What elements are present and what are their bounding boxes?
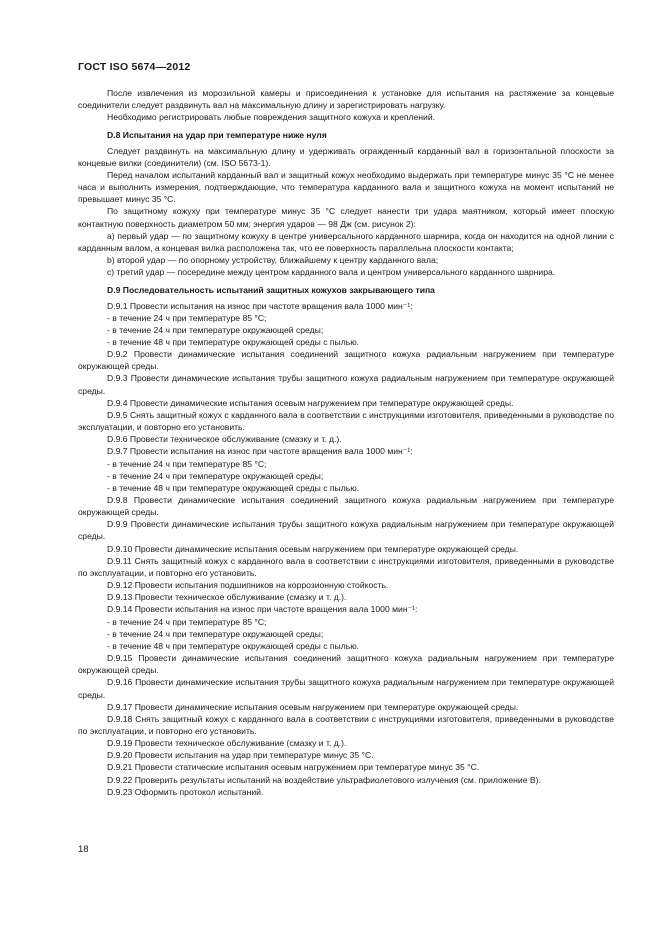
paragraph: Перед началом испытаний карданный вал и защитный кожух необходимо выдержать при температуре минус 35 °C не менее часа и выполнить измерения, подтверждающие, что температура карданного вала и защитного кожуха на момент испытаний не превышает минус 35 °C. bbox=[78, 169, 614, 205]
list-item: - в течение 48 ч при температуре окружающей среды с пылью. bbox=[107, 640, 360, 651]
page-number: 18 bbox=[78, 844, 89, 855]
list-item: - в течение 24 ч при температуре 85 °C; bbox=[107, 616, 267, 627]
paragraph: По защитному кожуху при температуре минус 35 °C следует нанести три удара маятником, который имеет плоскую контактную поверхность диаметром 50 мм; энергия ударов — 98 Дж (см. рисунок 2): bbox=[78, 206, 614, 229]
list-item: - в течение 48 ч при температуре окружающей среды с пылью. bbox=[107, 482, 360, 493]
list-item: - в течение 48 ч при температуре окружающей среды с пылью. bbox=[107, 336, 360, 347]
paragraph: D.9.17 Провести динамические испытания осевым нагружением при температуре окружающей среды. bbox=[107, 701, 519, 712]
paragraph: D.9.1 Провести испытания на износ при частоте вращения вала 1000 мин⁻¹: bbox=[107, 300, 413, 311]
paragraph: D.9.3 Провести динамические испытания трубы защитного кожуха радиальным нагружением при температуре окружающей среды. bbox=[78, 373, 614, 396]
paragraph: D.9.6 Провести техническое обслуживание (смазку и т. д.). bbox=[107, 434, 342, 445]
paragraph: a) первый удар — по защитному кожуху в центре универсального карданного шарнира, когда он находится на одной линии с карданным валом, а концевая вилка расположена так, что ее поверхность параллельна плоскости контакта; bbox=[78, 230, 614, 253]
section-heading: D.8 Испытания на удар при температуре ниже нуля bbox=[107, 130, 327, 141]
paragraph: Следует раздвинуть на максимальную длину и удерживать огражденный карданный вал в горизонтальной плоскости за концевые вилки (соединители) (см. ISO 5673-1). bbox=[78, 145, 614, 168]
paragraph: D.9.8 Провести динамические испытания соединений защитного кожуха радиальным нагружением при температуре окружающей среды. bbox=[78, 495, 614, 518]
paragraph: c) третий удар — посередине между центром карданного вала и центром универсального карданного шарнира. bbox=[107, 267, 556, 278]
paragraph: D.9.5 Снять защитный кожух с карданного вала в соответствии с инструкциями изготовителя, приведенными в руководстве по эксплуатации, и повторно его установить. bbox=[78, 409, 614, 433]
paragraph: D.9.10 Провести динамические испытания осевым нагружением при температуре окружающей среды. bbox=[107, 543, 519, 554]
paragraph: D.9.13 Провести техническое обслуживание (смазку и т. д.). bbox=[107, 592, 347, 603]
paragraph: D.9.4 Провести динамические испытания осевым нагружением при температуре окружающей среды. bbox=[107, 397, 514, 408]
paragraph: D.9.11 Снять защитный кожух с карданного вала в соответствии с инструкциями изготовителя, приведенными в руководстве по эксплуатации, и повторно его установить. bbox=[78, 555, 614, 578]
paragraph: D.9.22 Проверить результаты испытаний на воздействие ультрафиолетового излучения (см. приложение B). bbox=[107, 774, 541, 785]
paragraph: Необходимо регистрировать любые повреждения защитного кожуха и креплений. bbox=[107, 112, 436, 123]
list-item: - в течение 24 ч при температуре 85 °C; bbox=[107, 458, 267, 469]
list-item: - в течение 24 ч при температуре 85 °C; bbox=[107, 312, 267, 323]
list-item: - в течение 24 ч при температуре окружающей среды; bbox=[107, 470, 324, 481]
paragraph: D.9.16 Провести динамические испытания трубы защитного кожуха радиальным нагружением при температуре окружающей среды. bbox=[78, 677, 614, 700]
paragraph: D.9.18 Снять защитный кожух с карданного вала в соответствии с инструкциями изготовителя, приведенными в руководстве по эксплуатации, и повторно его установить. bbox=[78, 713, 614, 736]
paragraph: D.9.2 Провести динамические испытания соединений защитного кожуха радиальным нагружением при температуре окружающей среды. bbox=[78, 349, 614, 372]
paragraph: D.9.9 Провести динамические испытания трубы защитного кожуха радиальным нагружением при температуре окружающей среды. bbox=[78, 519, 614, 542]
document-body bbox=[78, 87, 614, 798]
paragraph: D.9.7 Провести испытания на износ при частоте вращения вала 1000 мин⁻¹: bbox=[107, 446, 413, 457]
list-item: - в течение 24 ч при температуре окружающей среды; bbox=[107, 324, 324, 335]
paragraph: D.9.21 Провести статические испытания осевым нагружением при температуре минус 35 °C. bbox=[107, 762, 480, 773]
paragraph: D.9.23 Оформить протокол испытаний. bbox=[107, 786, 264, 797]
paragraph: b) второй удар — по опорному устройству, ближайшему к центру карданного вала; bbox=[107, 255, 439, 266]
paragraph: D.9.14 Провести испытания на износ при частоте вращения вала 1000 мин⁻¹: bbox=[107, 604, 418, 615]
paragraph: D.9.19 Провести техническое обслуживание (смазку и т. д.). bbox=[107, 738, 347, 749]
document-header: ГОСТ ISO 5674—2012 bbox=[78, 61, 191, 73]
paragraph: D.9.12 Провести испытания подшипников на коррозионную стойкость. bbox=[107, 580, 389, 591]
paragraph: D.9.15 Провести динамические испытания соединений защитного кожуха радиальным нагружением при температуре окружающей среды. bbox=[78, 653, 614, 676]
paragraph: После извлечения из морозильной камеры и присоединения к установке для испытания на растяжение за концевые соединители следует раздвинуть вал на максимальную длину и зарегистрировать нагрузку. bbox=[78, 88, 614, 111]
section-heading: D.9 Последовательность испытаний защитных кожухов закрывающего типа bbox=[107, 285, 435, 296]
paragraph: D.9.20 Провести испытания на удар при температуре минус 35 °C. bbox=[107, 750, 374, 761]
list-item: - в течение 24 ч при температуре окружающей среды; bbox=[107, 628, 324, 639]
